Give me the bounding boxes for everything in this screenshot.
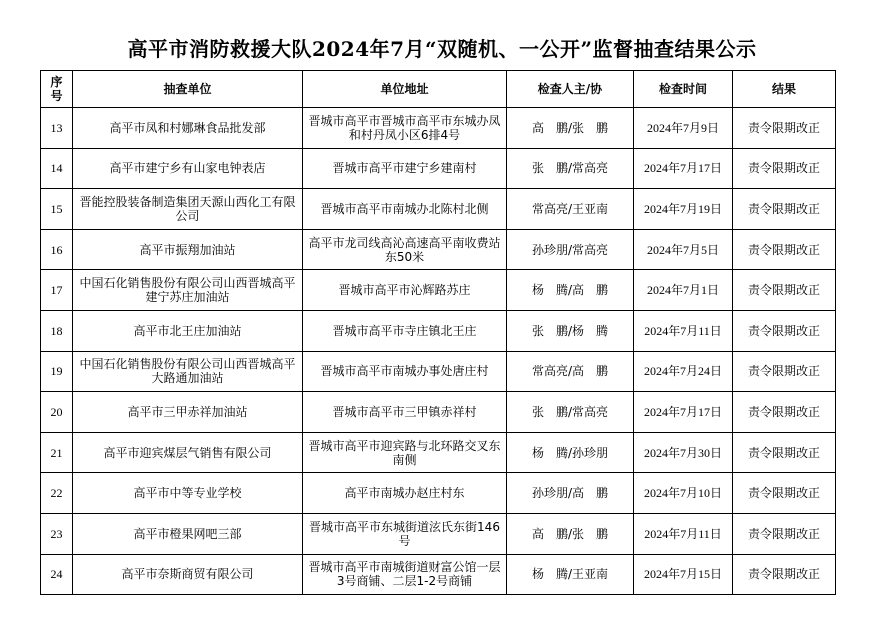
cell-inspector: 常高亮/高 鹏 [507, 351, 634, 392]
cell-result: 责令限期改正 [733, 270, 836, 311]
cell-inspector: 杨 腾/王亚南 [507, 554, 634, 595]
cell-unit: 高平市奈斯商贸有限公司 [73, 554, 303, 595]
header-inspector: 检查人主/协 [507, 71, 634, 108]
cell-seq: 22 [41, 473, 73, 514]
table-row [41, 513, 836, 554]
cell-result: 责令限期改正 [733, 189, 836, 230]
table-row [41, 229, 836, 270]
cell-inspector: 张 鹏/常高亮 [507, 392, 634, 433]
table-row [41, 432, 836, 473]
cell-inspector: 高 鹏/张 鹏 [507, 513, 634, 554]
cell-seq: 23 [41, 513, 73, 554]
cell-time: 2024年7月9日 [634, 108, 733, 149]
cell-result: 责令限期改正 [733, 310, 836, 351]
cell-address: 晋城市高平市沁辉路苏庄 [303, 270, 507, 311]
cell-unit: 高平市中等专业学校 [73, 473, 303, 514]
cell-seq: 14 [41, 148, 73, 189]
cell-unit: 高平市振翔加油站 [73, 229, 303, 270]
cell-unit: 中国石化销售股份有限公司山西晋城高平大路通加油站 [73, 351, 303, 392]
cell-inspector: 常高亮/王亚南 [507, 189, 634, 230]
cell-seq: 24 [41, 554, 73, 595]
cell-inspector: 孙珍朋/常高亮 [507, 229, 634, 270]
cell-address: 高平市龙司线高沁高速高平南收费站东50米 [303, 229, 507, 270]
cell-address: 晋城市高平市寺庄镇北王庄 [303, 310, 507, 351]
cell-address: 高平市南城办赵庄村东 [303, 473, 507, 514]
cell-unit: 中国石化销售股份有限公司山西晋城高平建宁苏庄加油站 [73, 270, 303, 311]
cell-time: 2024年7月11日 [634, 513, 733, 554]
cell-inspector: 杨 腾/孙珍朋 [507, 432, 634, 473]
cell-result: 责令限期改正 [733, 148, 836, 189]
cell-seq: 20 [41, 392, 73, 433]
cell-inspector: 高 鹏/张 鹏 [507, 108, 634, 149]
cell-seq: 16 [41, 229, 73, 270]
cell-unit: 高平市橙果网吧三部 [73, 513, 303, 554]
table-row [41, 473, 836, 514]
header-result: 结果 [733, 71, 836, 108]
cell-seq: 15 [41, 189, 73, 230]
cell-address: 晋城市高平市建宁乡建南村 [303, 148, 507, 189]
table-row [41, 270, 836, 311]
cell-time: 2024年7月17日 [634, 148, 733, 189]
table-row [41, 554, 836, 595]
header-address: 单位地址 [303, 71, 507, 108]
cell-unit: 高平市三甲赤祥加油站 [73, 392, 303, 433]
table-header-row [41, 71, 836, 108]
cell-result: 责令限期改正 [733, 392, 836, 433]
cell-address: 晋城市高平市南城办北陈村北侧 [303, 189, 507, 230]
cell-time: 2024年7月5日 [634, 229, 733, 270]
header-unit: 抽查单位 [73, 71, 303, 108]
cell-unit: 高平市迎宾煤层气销售有限公司 [73, 432, 303, 473]
cell-unit: 高平市凤和村娜琳食品批发部 [73, 108, 303, 149]
cell-address: 晋城市高平市南城街道财富公馆一层3号商铺、二层1-2号商铺 [303, 554, 507, 595]
inspection-results-table [40, 70, 836, 595]
cell-result: 责令限期改正 [733, 513, 836, 554]
table-row [41, 189, 836, 230]
cell-time: 2024年7月10日 [634, 473, 733, 514]
cell-result: 责令限期改正 [733, 432, 836, 473]
cell-address: 晋城市高平市三甲镇赤祥村 [303, 392, 507, 433]
cell-time: 2024年7月24日 [634, 351, 733, 392]
cell-seq: 21 [41, 432, 73, 473]
cell-address: 晋城市高平市迎宾路与北环路交叉东南侧 [303, 432, 507, 473]
table-row [41, 148, 836, 189]
cell-seq: 18 [41, 310, 73, 351]
cell-unit: 晋能控股装备制造集团天源山西化工有限公司 [73, 189, 303, 230]
cell-address: 晋城市高平市南城办事处唐庄村 [303, 351, 507, 392]
cell-unit: 高平市北王庄加油站 [73, 310, 303, 351]
table-row [41, 310, 836, 351]
cell-result: 责令限期改正 [733, 108, 836, 149]
table-row [41, 108, 836, 149]
cell-address: 晋城市高平市东城街道泫氏东街146号 [303, 513, 507, 554]
cell-unit: 高平市建宁乡有山家电钟表店 [73, 148, 303, 189]
cell-time: 2024年7月19日 [634, 189, 733, 230]
table-row [41, 392, 836, 433]
cell-result: 责令限期改正 [733, 229, 836, 270]
cell-result: 责令限期改正 [733, 351, 836, 392]
cell-seq: 19 [41, 351, 73, 392]
cell-inspector: 孙珍朋/高 鹏 [507, 473, 634, 514]
cell-inspector: 杨 腾/高 鹏 [507, 270, 634, 311]
cell-time: 2024年7月11日 [634, 310, 733, 351]
cell-time: 2024年7月15日 [634, 554, 733, 595]
cell-inspector: 张 鹏/杨 腾 [507, 310, 634, 351]
cell-time: 2024年7月17日 [634, 392, 733, 433]
cell-result: 责令限期改正 [733, 554, 836, 595]
cell-result: 责令限期改正 [733, 473, 836, 514]
table-row [41, 351, 836, 392]
cell-seq: 17 [41, 270, 73, 311]
cell-address: 晋城市高平市晋城市高平市东城办凤和村丹凤小区6排4号 [303, 108, 507, 149]
cell-inspector: 张 鹏/常高亮 [507, 148, 634, 189]
header-time: 检查时间 [634, 71, 733, 108]
page-title: 高平市消防救援大队2024年7月“双随机、一公开”监督抽查结果公示 [127, 37, 757, 61]
cell-seq: 13 [41, 108, 73, 149]
header-seq: 序号 [41, 71, 73, 108]
cell-time: 2024年7月30日 [634, 432, 733, 473]
cell-time: 2024年7月1日 [634, 270, 733, 311]
